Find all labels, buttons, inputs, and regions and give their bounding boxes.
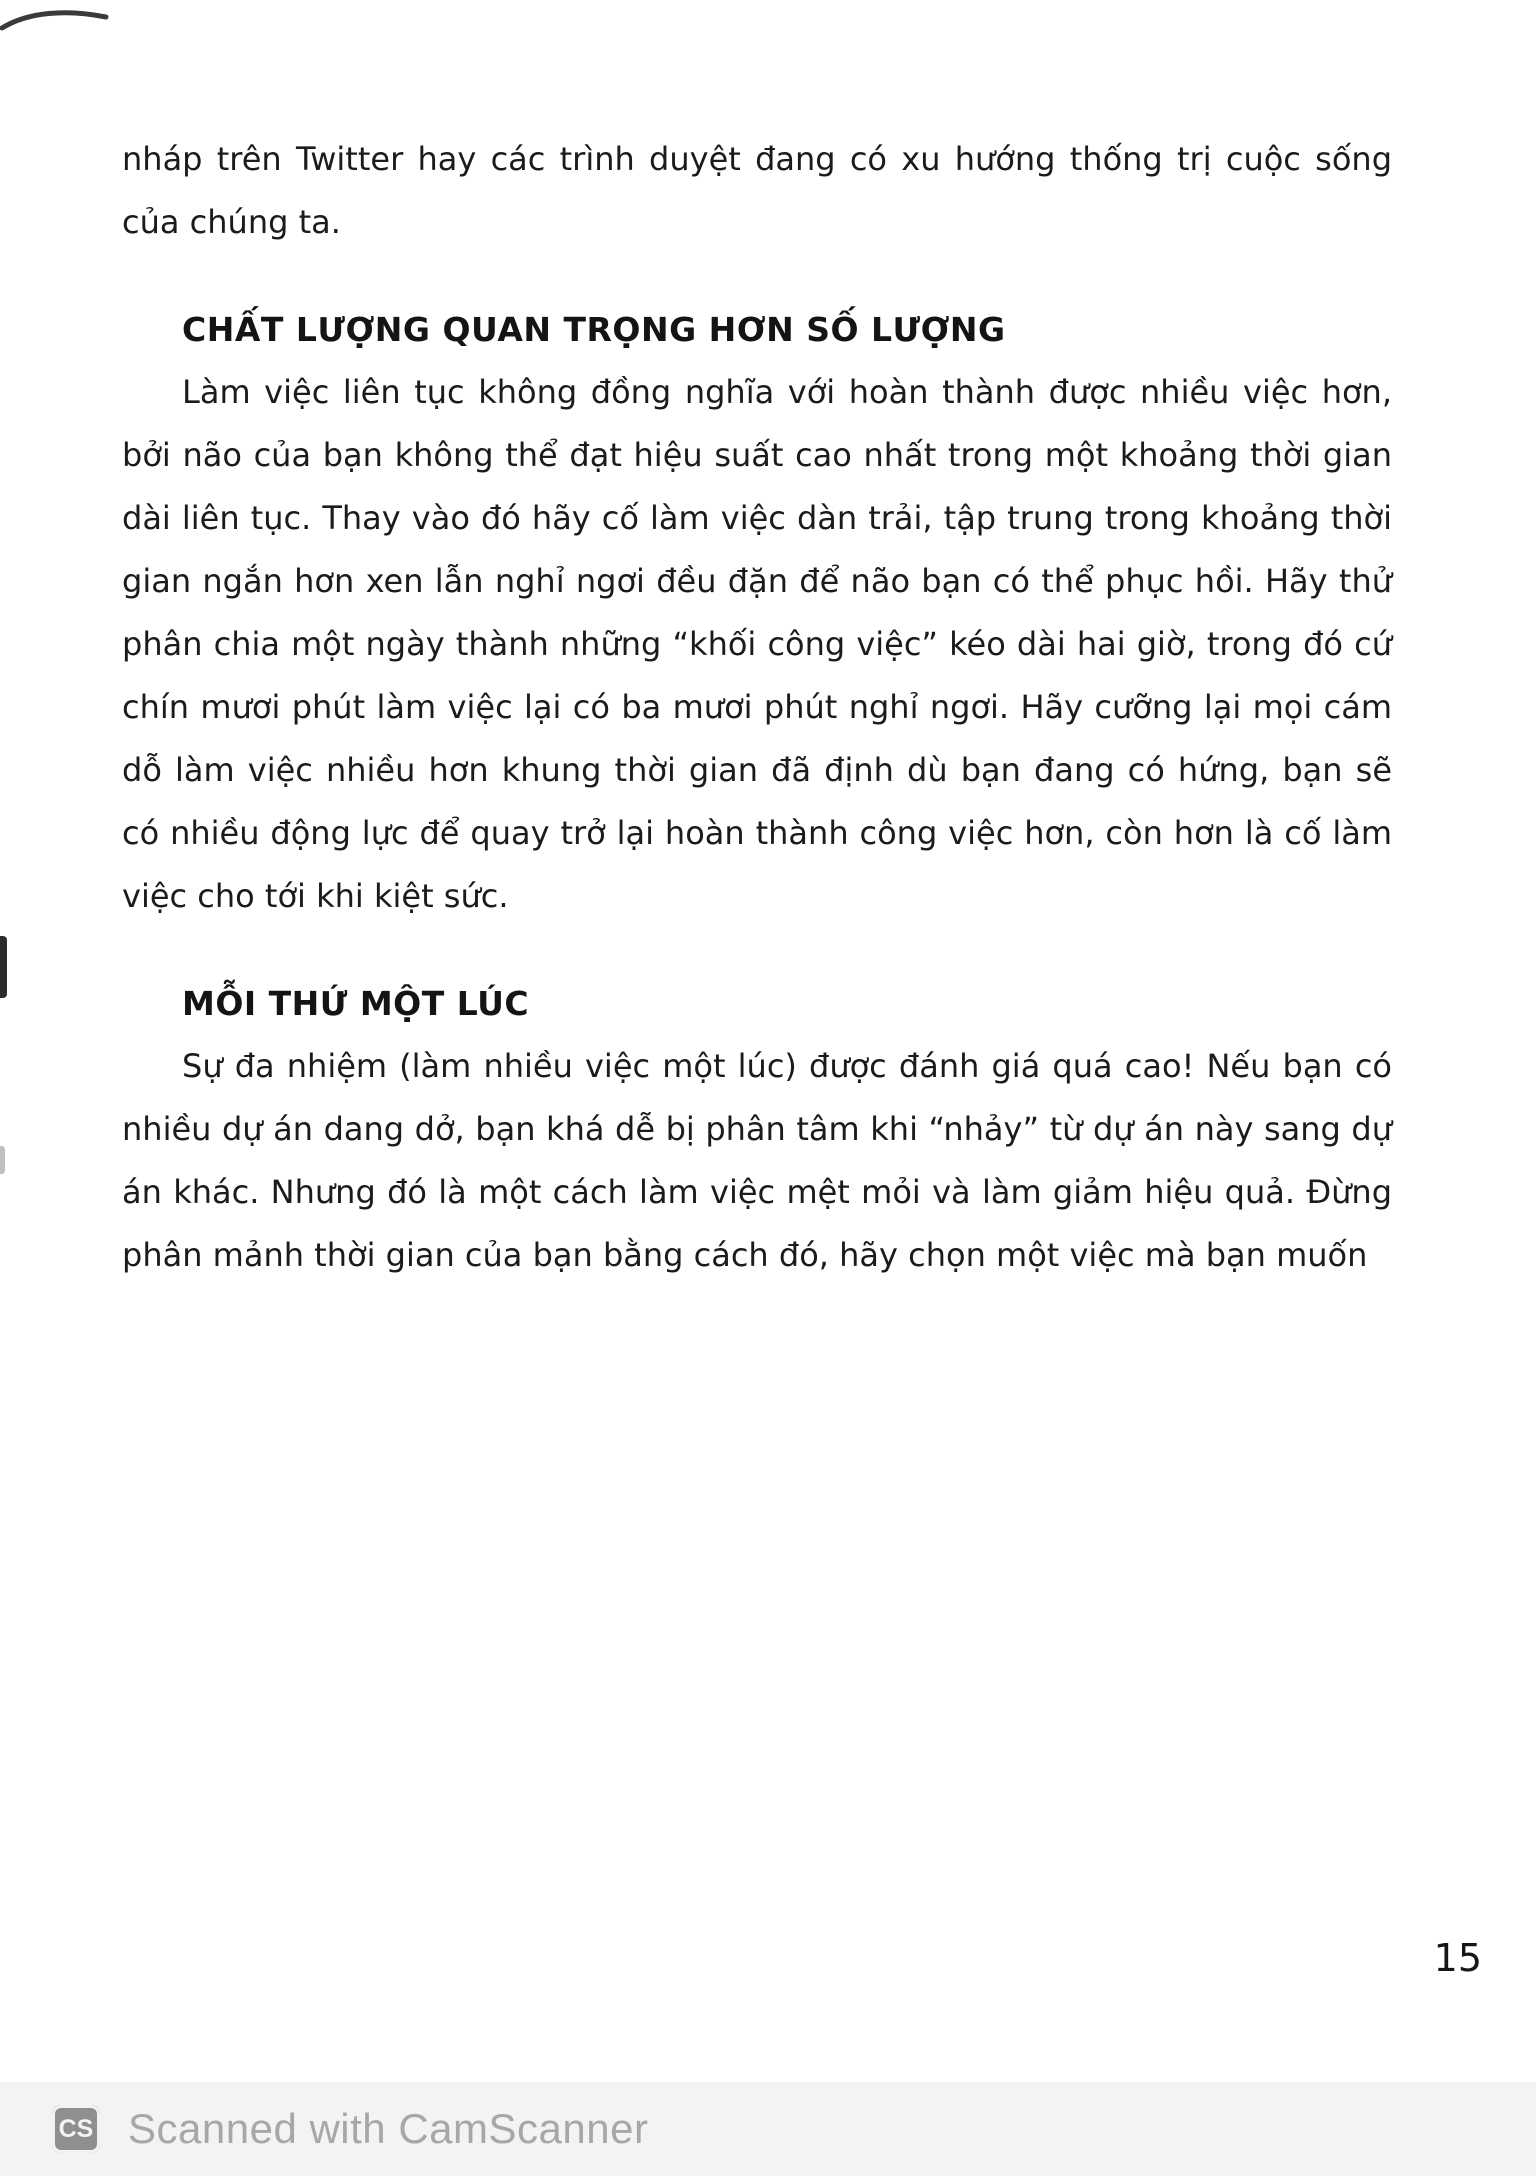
camscanner-logo-icon: CS bbox=[52, 2105, 100, 2153]
page-number: 15 bbox=[1433, 1936, 1482, 1980]
camscanner-watermark-text: Scanned with CamScanner bbox=[128, 2105, 649, 2152]
camscanner-footer bbox=[0, 2082, 1536, 2176]
scan-artifact-left-smudge bbox=[0, 1146, 5, 1174]
section-heading-quality-over-quantity: CHẤT LƯỢNG QUAN TRỌNG HƠN SỐ LƯỢNG bbox=[182, 310, 1006, 349]
intro-paragraph: nháp trên Twitter hay các trình duyệt đang có xu hướng thống trị cuộc sống của chúng ta. bbox=[122, 140, 1392, 241]
section-body-quality-over-quantity: Làm việc liên tục không đồng nghĩa với hoàn thành được nhiều việc hơn, bởi não của bạn không thể đạt hiệu suất cao nhất trong một khoảng thời gian dài liên tục. Thay vào đó hãy cố làm việc dàn trải, tập trung trong khoảng thời gian ngắn hơn xen lẫn nghỉ ngơi đều đặn để não bạn có thể phục hồi. Hãy thử phân chia một ngày thành những “khối công việc” kéo dài hai giờ, trong đó cứ chín mươi phút làm việc lại có ba mươi phút nghỉ ngơi. Hãy cưỡng lại mọi cám dỗ làm việc nhiều hơn khung thời gian đã định dù bạn đang có hứng, bạn sẽ có nhiều động lực để quay trở lại hoàn thành công việc hơn, còn hơn là cố làm việc cho tới khi kiệt sức. bbox=[122, 373, 1392, 915]
scan-artifact-top bbox=[0, 4, 110, 34]
scan-artifact-left-edge bbox=[0, 936, 7, 998]
section-body-one-thing-at-a-time: Sự đa nhiệm (làm nhiều việc một lúc) được đánh giá quá cao! Nếu bạn có nhiều dự án dang dở, bạn khá dễ bị phân tâm khi “nhảy” từ dự án này sang dự án khác. Nhưng đó là một cách làm việc mệt mỏi và làm giảm hiệu quả. Đừng phân mảnh thời gian của bạn bằng cách đó, hãy chọn một việc mà bạn muốn bbox=[122, 1047, 1392, 1274]
page-content bbox=[122, 128, 1392, 1287]
section-heading-one-thing-at-a-time: MỖI THỨ MỘT LÚC bbox=[182, 984, 530, 1023]
